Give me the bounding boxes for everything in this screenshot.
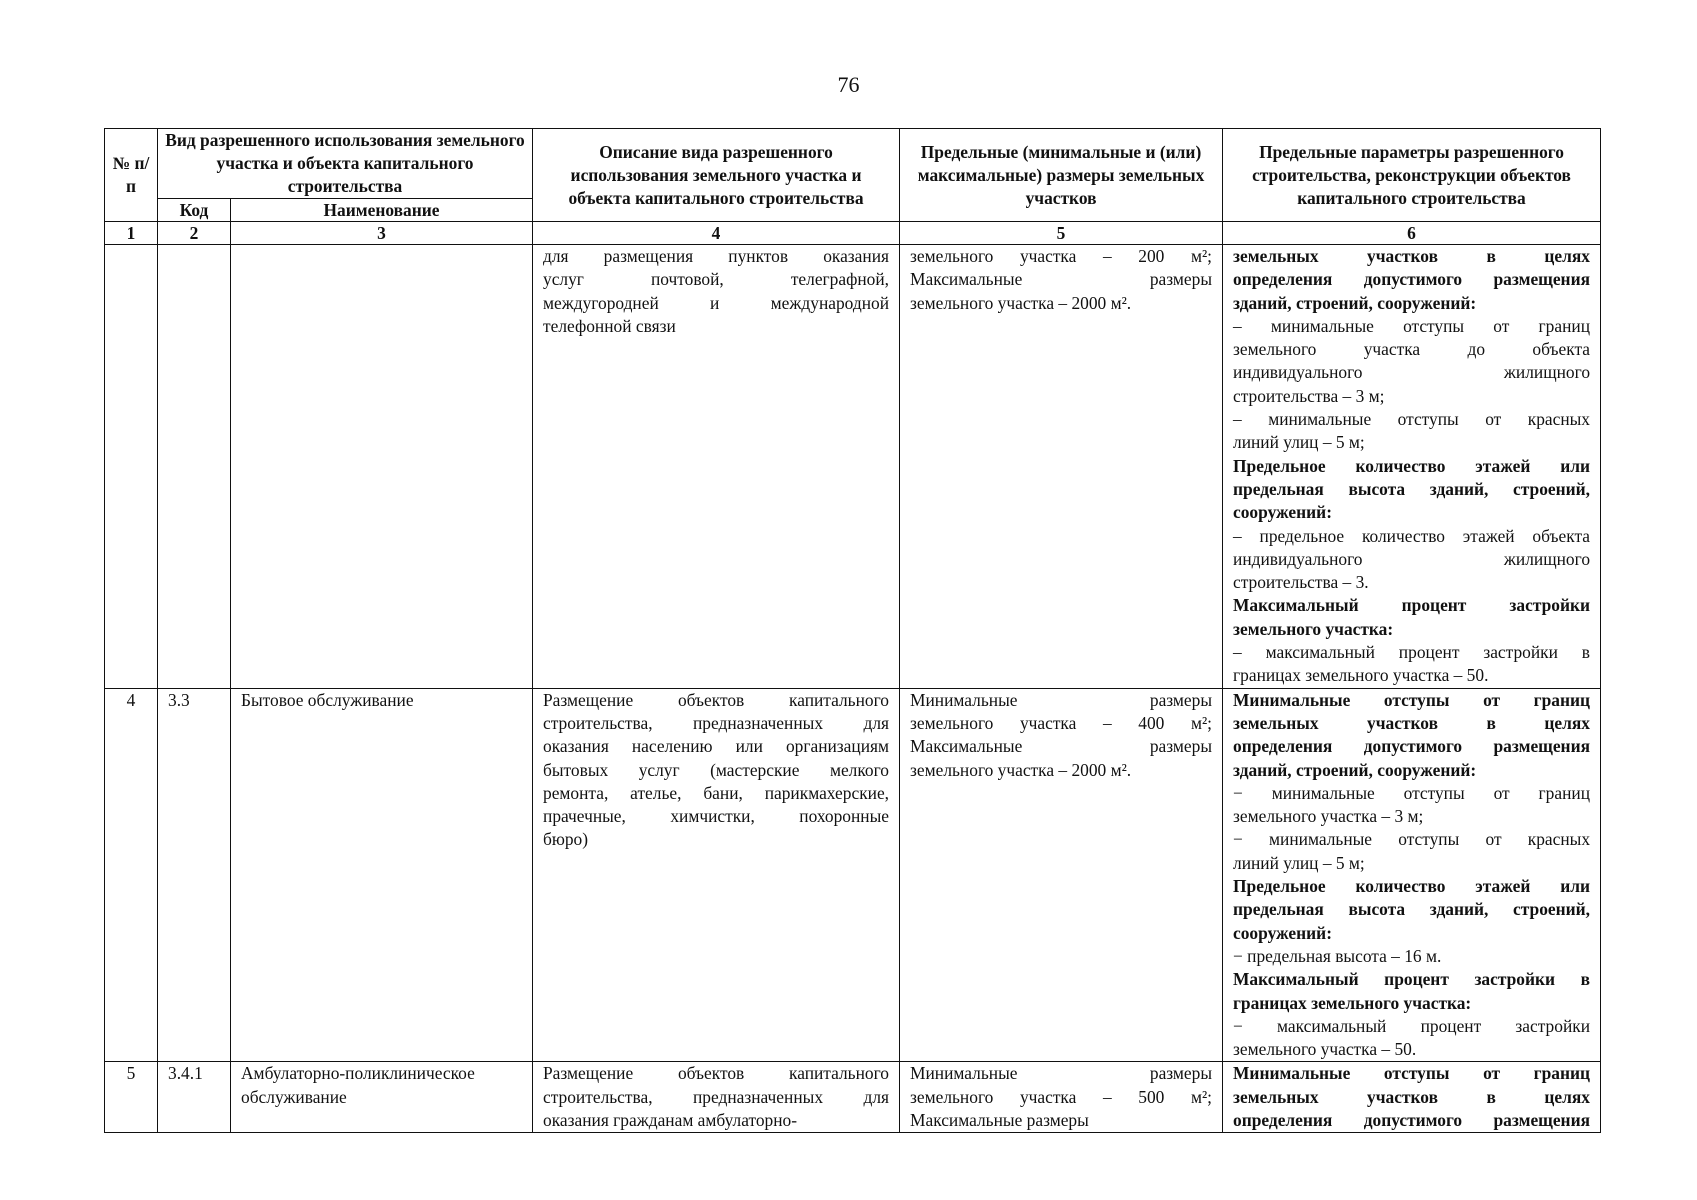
table-header	[105, 129, 1601, 222]
cell-line: оказания гражданам амбулаторно-	[543, 1109, 798, 1130]
cell-line: услуг почтовой, телеграфной,	[543, 269, 890, 290]
row-code: 3.4.1	[158, 1062, 231, 1133]
param-heading-line: Минимальные отступы от границ	[1233, 689, 1591, 710]
param-heading-line: земельного участка:	[1233, 618, 1394, 639]
cell-line: земельного участка – 400 м²;	[910, 712, 1213, 733]
header-use-type-group: Вид разрешенного использования земельного участка и объекта капитального строительства	[158, 129, 533, 199]
param-line: – минимальные отступы от красных	[1233, 409, 1591, 430]
row-name	[231, 245, 533, 689]
row-name: Бытовое обслуживание	[231, 688, 533, 1062]
param-heading-line: предельная высота зданий, строений,	[1233, 899, 1591, 920]
cell-line: Максимальные размеры	[910, 1109, 1089, 1130]
page-number: 76	[837, 72, 860, 97]
row-num: 4	[105, 688, 158, 1062]
table-row	[105, 245, 1601, 689]
row-code	[158, 245, 231, 689]
param-heading-line: определения допустимого размещения	[1233, 736, 1591, 757]
param-heading-line: зданий, строений, сооружений:	[1233, 292, 1477, 313]
param-line: индивидуального жилищного	[1233, 548, 1591, 569]
row-description	[533, 245, 900, 689]
cell-line: строительства, предназначенных для	[543, 712, 890, 733]
param-line: земельного участка до объекта	[1233, 339, 1591, 360]
row-plot-sizes	[900, 688, 1223, 1062]
column-number: 1	[105, 222, 158, 245]
param-heading-line: сооружений:	[1233, 502, 1332, 523]
cell-line: для размещения пунктов оказания	[543, 246, 890, 266]
row-build-params	[1223, 1062, 1601, 1133]
row-name: Амбулаторно-поликлиническое обслуживание	[231, 1062, 533, 1133]
header-build-params: Предельные параметры разрешенного строительства, реконструкции объектов капитального строительства	[1223, 129, 1601, 222]
cell-line: Размещение объектов капитального	[543, 1063, 890, 1084]
row-description	[533, 688, 900, 1062]
param-heading-line: определения допустимого размещения	[1233, 269, 1591, 290]
cell-line: земельного участка – 2000 м².	[910, 759, 1132, 780]
param-heading-line: земельных участков в целях	[1233, 1086, 1591, 1107]
param-line: – минимальные отступы от границ	[1233, 315, 1591, 336]
param-heading-line: границах земельного участка:	[1233, 992, 1472, 1013]
row-description	[533, 1062, 900, 1133]
cell-line: оказания населению или организациям	[543, 736, 890, 757]
cell-line: Размещение объектов капитального	[543, 689, 890, 710]
param-line: строительства – 3 м;	[1233, 385, 1385, 406]
column-number: 4	[533, 222, 900, 245]
param-heading-line: предельная высота зданий, строений,	[1233, 478, 1591, 499]
param-line: линий улиц – 5 м;	[1233, 852, 1365, 873]
cell-line: земельного участка – 200 м²;	[910, 246, 1213, 266]
param-heading-line: определения допустимого размещения	[1233, 1109, 1591, 1130]
param-line: − максимальный процент застройки	[1233, 1015, 1591, 1036]
param-heading-line: Максимальный процент застройки в	[1233, 969, 1591, 990]
header-num: № п/п	[105, 129, 158, 222]
cell-line: бытовых услуг (мастерские мелкого	[543, 759, 890, 780]
cell-line: строительства, предназначенных для	[543, 1086, 890, 1107]
param-line: – предельное количество этажей объекта	[1233, 525, 1591, 546]
column-number: 5	[900, 222, 1223, 245]
param-heading-line: Предельное количество этажей или	[1233, 876, 1591, 897]
column-number: 3	[231, 222, 533, 245]
cell-line: ремонта, ателье, бани, парикмахерские,	[543, 782, 890, 803]
param-heading-line: земельных участков в целях	[1233, 712, 1591, 733]
column-number-row	[105, 222, 1601, 245]
param-heading-line: Предельное количество этажей или	[1233, 455, 1591, 476]
param-line: границах земельного участка – 50.	[1233, 665, 1489, 686]
param-line: строительства – 3.	[1233, 572, 1369, 593]
row-build-params	[1223, 688, 1601, 1062]
header-name: Наименование	[231, 199, 533, 222]
param-line: земельного участка – 50.	[1233, 1039, 1417, 1060]
row-num: 5	[105, 1062, 158, 1133]
param-line: − минимальные отступы от красных	[1233, 829, 1591, 850]
cell-line: земельного участка – 500 м²;	[910, 1086, 1213, 1107]
cell-line: Минимальные размеры	[910, 1063, 1213, 1084]
row-plot-sizes	[900, 1062, 1223, 1133]
cell-line: Минимальные размеры	[910, 689, 1213, 710]
header-code: Код	[158, 199, 231, 222]
row-build-params	[1223, 245, 1601, 689]
param-line: − минимальные отступы от границ	[1233, 782, 1591, 803]
column-number: 6	[1223, 222, 1601, 245]
header-plot-sizes: Предельные (минимальные и (или) максимальные) размеры земельных участков	[900, 129, 1223, 222]
header-description: Описание вида разрешенного использования земельного участка и объекта капитального строительства	[533, 129, 900, 222]
permitted-use-table	[104, 128, 1601, 1133]
column-number: 2	[158, 222, 231, 245]
cell-line: земельного участка – 2000 м².	[910, 292, 1132, 313]
param-line: земельного участка – 3 м;	[1233, 806, 1424, 827]
cell-line: Максимальные размеры	[910, 736, 1213, 757]
param-heading-line: зданий, строений, сооружений:	[1233, 759, 1477, 780]
cell-line: междугородней и международной	[543, 292, 890, 313]
cell-line: Максимальные размеры	[910, 269, 1213, 290]
param-heading-line: Минимальные отступы от границ	[1233, 1063, 1591, 1084]
cell-line: телефонной связи	[543, 315, 676, 336]
row-num	[105, 245, 158, 689]
param-line: – максимальный процент застройки в	[1233, 642, 1591, 663]
param-line: линий улиц – 5 м;	[1233, 432, 1365, 453]
table-row	[105, 688, 1601, 1062]
row-code: 3.3	[158, 688, 231, 1062]
row-plot-sizes	[900, 245, 1223, 689]
param-line: индивидуального жилищного	[1233, 362, 1591, 383]
table-row	[105, 1062, 1601, 1133]
param-heading-line: сооружений:	[1233, 922, 1332, 943]
param-heading-line: Максимальный процент застройки	[1233, 595, 1591, 616]
param-line: − предельная высота – 16 м.	[1233, 945, 1442, 966]
cell-line: прачечные, химчистки, похоронные	[543, 806, 890, 827]
cell-line: бюро)	[543, 829, 589, 850]
param-heading-line: земельных участков в целях	[1233, 246, 1591, 266]
